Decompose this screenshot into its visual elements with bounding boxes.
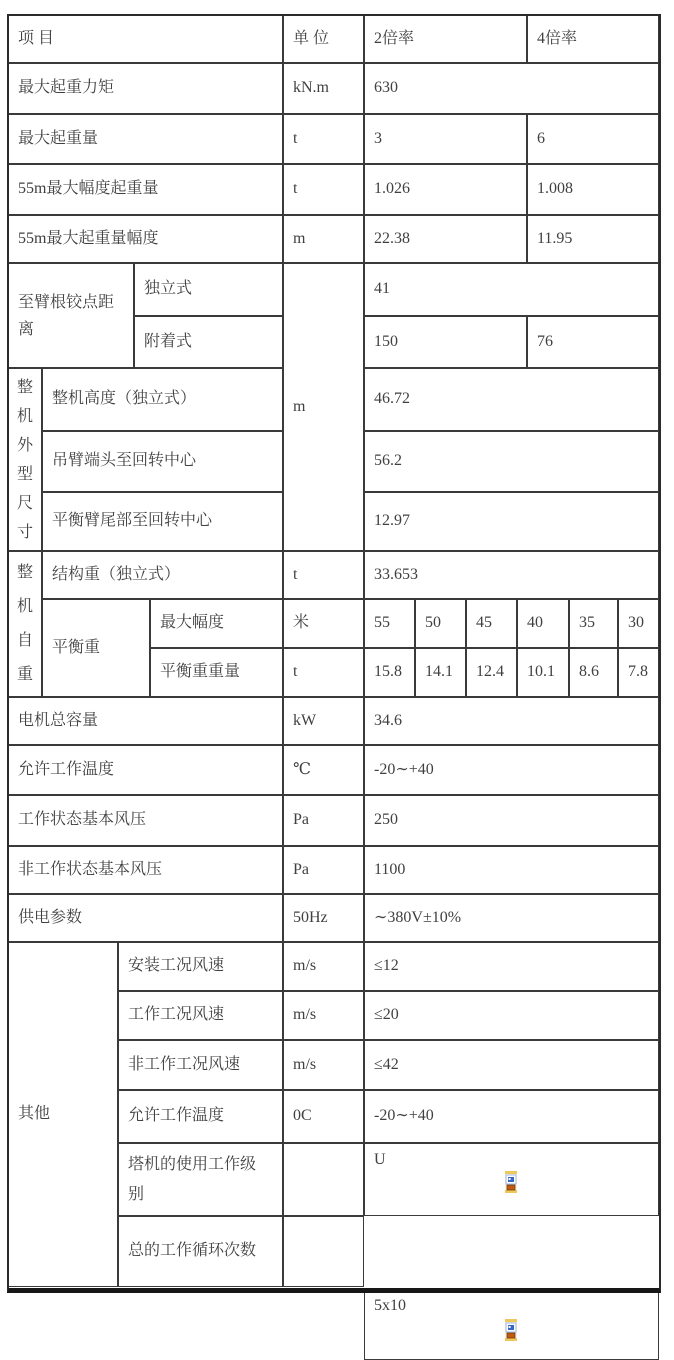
unit-duty-class bbox=[283, 1143, 364, 1216]
value-cw-mass-35: 8.6 bbox=[569, 648, 618, 697]
unit-structure-weight: t bbox=[283, 551, 364, 599]
label-55m-tip-load: 55m最大幅度起重量 bbox=[8, 164, 283, 215]
value-jib-head-to-center: 56.2 bbox=[364, 431, 659, 492]
value-cw-mass-45: 12.4 bbox=[466, 648, 517, 697]
unit-work-cycles bbox=[283, 1216, 364, 1287]
value-work-wind-pressure: 250 bbox=[364, 795, 659, 846]
value-hinge-attached-2rate: 150 bbox=[364, 316, 527, 368]
value-cw-mass-55: 15.8 bbox=[364, 648, 415, 697]
value-overall-height: 46.72 bbox=[364, 368, 659, 431]
label-nonwork-wind-speed: 非工作工况风速 bbox=[118, 1040, 283, 1090]
unit-max-load: t bbox=[283, 114, 364, 164]
broken-image-icon bbox=[505, 1319, 517, 1341]
value-cw-radius-55: 55 bbox=[364, 599, 415, 648]
label-cw-mass: 平衡重重量 bbox=[150, 648, 283, 697]
value-cw-radius-50: 50 bbox=[415, 599, 466, 648]
unit-other-work-temp: 0C bbox=[283, 1090, 364, 1143]
label-counterjib-to-center: 平衡臂尾部至回转中心 bbox=[42, 492, 283, 551]
value-55m-tip-load-4rate: 1.008 bbox=[527, 164, 659, 215]
unit-cw-mass: t bbox=[283, 648, 364, 697]
label-nonwork-wind-pressure: 非工作状态基本风压 bbox=[8, 846, 283, 894]
label-other: 其他 bbox=[8, 942, 118, 1287]
label-overall-height: 整机高度（独立式） bbox=[42, 368, 283, 431]
value-duty-class bbox=[364, 1143, 659, 1216]
unit-power-supply: 50Hz bbox=[283, 894, 364, 942]
label-work-wind-speed: 工作工况风速 bbox=[118, 991, 283, 1040]
duty-class-text: U bbox=[374, 1151, 386, 1168]
label-work-wind-pressure: 工作状态基本风压 bbox=[8, 795, 283, 846]
unit-cw-max-radius: 米 bbox=[283, 599, 364, 648]
value-max-moment: 630 bbox=[364, 63, 659, 114]
broken-image-icon bbox=[505, 1171, 517, 1193]
value-cw-mass-50: 14.1 bbox=[415, 648, 466, 697]
value-install-wind-speed: ≤12 bbox=[364, 942, 659, 991]
value-work-wind-speed: ≤20 bbox=[364, 991, 659, 1040]
label-cw-max-radius: 最大幅度 bbox=[150, 599, 283, 648]
label-other-work-temp: 允许工作温度 bbox=[118, 1090, 283, 1143]
label-work-cycles: 总的工作循环次数 bbox=[118, 1216, 283, 1287]
unit-nonwork-wind-speed: m/s bbox=[283, 1040, 364, 1090]
value-work-cycles bbox=[364, 1289, 659, 1360]
unit-55m-tip-load: t bbox=[283, 164, 364, 215]
unit-work-wind-speed: m/s bbox=[283, 991, 364, 1040]
label-self-weight: 整机自重 bbox=[8, 551, 42, 697]
value-cw-radius-40: 40 bbox=[517, 599, 569, 648]
label-hinge-attached: 附着式 bbox=[134, 316, 283, 368]
value-power-supply: ∼380V±10% bbox=[364, 894, 659, 942]
unit-work-wind-pressure: Pa bbox=[283, 795, 364, 846]
label-jib-head-to-center: 吊臂端头至回转中心 bbox=[42, 431, 283, 492]
value-cw-mass-40: 10.1 bbox=[517, 648, 569, 697]
label-counterweight: 平衡重 bbox=[42, 599, 150, 697]
value-other-work-temp: -20∼+40 bbox=[364, 1090, 659, 1143]
value-max-load-4rate: 6 bbox=[527, 114, 659, 164]
value-cw-radius-45: 45 bbox=[466, 599, 517, 648]
header-rate2: 2倍率 bbox=[364, 15, 527, 63]
unit-nonwork-wind-pressure: Pa bbox=[283, 846, 364, 894]
value-cw-radius-35: 35 bbox=[569, 599, 618, 648]
header-unit: 单 位 bbox=[283, 15, 364, 63]
value-cw-mass-30: 7.8 bbox=[618, 648, 659, 697]
value-nonwork-wind-speed: ≤42 bbox=[364, 1040, 659, 1090]
unit-work-temp: ℃ bbox=[283, 745, 364, 795]
value-counterjib-to-center: 12.97 bbox=[364, 492, 659, 551]
label-structure-weight: 结构重（独立式） bbox=[42, 551, 283, 599]
header-item: 项 目 bbox=[8, 15, 283, 63]
header-rate4: 4倍率 bbox=[527, 15, 659, 63]
label-max-moment: 最大起重力矩 bbox=[8, 63, 283, 114]
work-cycles-text: 5x10 bbox=[374, 1297, 406, 1314]
value-cw-radius-30: 30 bbox=[618, 599, 659, 648]
label-work-temp: 允许工作温度 bbox=[8, 745, 283, 795]
label-install-wind-speed: 安装工况风速 bbox=[118, 942, 283, 991]
label-motor-power: 电机总容量 bbox=[8, 697, 283, 745]
unit-max-moment: kN.m bbox=[283, 63, 364, 114]
label-duty-class: 塔机的使用工作级别 bbox=[118, 1143, 283, 1216]
unit-motor-power: kW bbox=[283, 697, 364, 745]
value-work-temp: -20∼+40 bbox=[364, 745, 659, 795]
label-hinge-distance: 至臂根铰点距离 bbox=[8, 263, 134, 368]
unit-install-wind-speed: m/s bbox=[283, 942, 364, 991]
label-power-supply: 供电参数 bbox=[8, 894, 283, 942]
value-hinge-attached-4rate: 76 bbox=[527, 316, 659, 368]
unit-merged-m: m bbox=[283, 263, 364, 551]
unit-55m-radius: m bbox=[283, 215, 364, 263]
value-structure-weight: 33.653 bbox=[364, 551, 659, 599]
label-55m-radius: 55m最大起重量幅度 bbox=[8, 215, 283, 263]
value-nonwork-wind-pressure: 1100 bbox=[364, 846, 659, 894]
label-max-load: 最大起重量 bbox=[8, 114, 283, 164]
value-max-load-2rate: 3 bbox=[364, 114, 527, 164]
label-overall-dimensions: 整机外型尺寸 bbox=[8, 368, 42, 551]
value-hinge-freestanding: 41 bbox=[364, 263, 659, 316]
value-55m-radius-4rate: 11.95 bbox=[527, 215, 659, 263]
label-hinge-freestanding: 独立式 bbox=[134, 263, 283, 316]
value-55m-tip-load-2rate: 1.026 bbox=[364, 164, 527, 215]
value-motor-power: 34.6 bbox=[364, 697, 659, 745]
value-55m-radius-2rate: 22.38 bbox=[364, 215, 527, 263]
